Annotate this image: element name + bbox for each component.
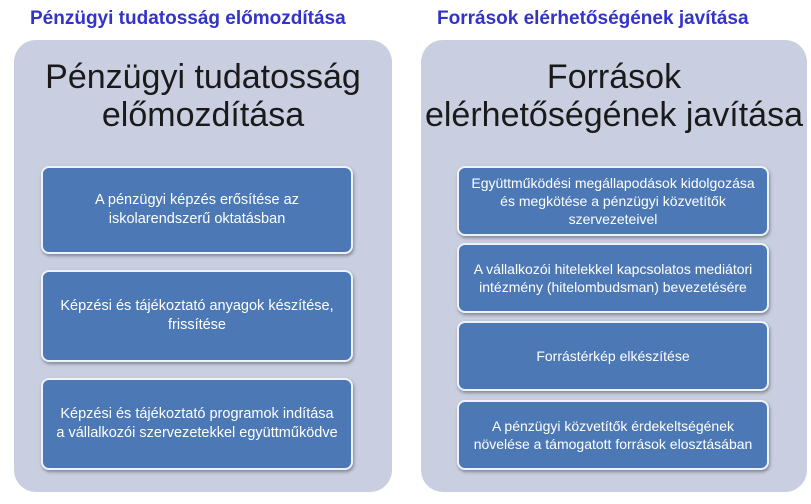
right-item-text: A pénzügyi közvetítők érdekeltségének növelése a támogatott források elosztásában: [473, 418, 753, 452]
left-item-box: [41, 378, 353, 470]
right-item-box: [457, 166, 769, 236]
left-panel: [14, 40, 392, 492]
right-item-text: A vállalkozói hitelekkel kapcsolatos mediátori intézmény (hitelombudsman) bevezetésére: [473, 261, 753, 295]
left-panel-title: Pénzügyi tudatosság előmozdítása: [45, 58, 361, 134]
right-item-box: [457, 243, 769, 313]
left-item-box: [41, 270, 353, 362]
left-item-text: A pénzügyi képzés erősítése az iskolarendszerű oktatásban: [95, 192, 299, 227]
right-header: Források elérhetőségének javítása: [437, 8, 749, 29]
right-panel-title: Források elérhetőségének javítása: [424, 58, 804, 134]
left-item-text: Képzési és tájékoztató programok indítása a vállalkozói szervezetekkel együttműködve: [56, 406, 338, 441]
right-item-box: [457, 321, 769, 391]
right-item-text: Forrástérkép elkészítése: [536, 348, 690, 364]
left-header: Pénzügyi tudatosság előmozdítása: [30, 8, 346, 29]
right-item-box: [457, 400, 769, 470]
right-item-text: Együttműködési megállapodások kidolgozása és megkötése a pénzügyi közvetítők szervezeteivel: [471, 175, 755, 227]
right-panel: [421, 40, 807, 492]
left-item-text: Képzési és tájékoztató anyagok készítése, frissítése: [60, 298, 334, 333]
left-item-box: [41, 166, 353, 254]
